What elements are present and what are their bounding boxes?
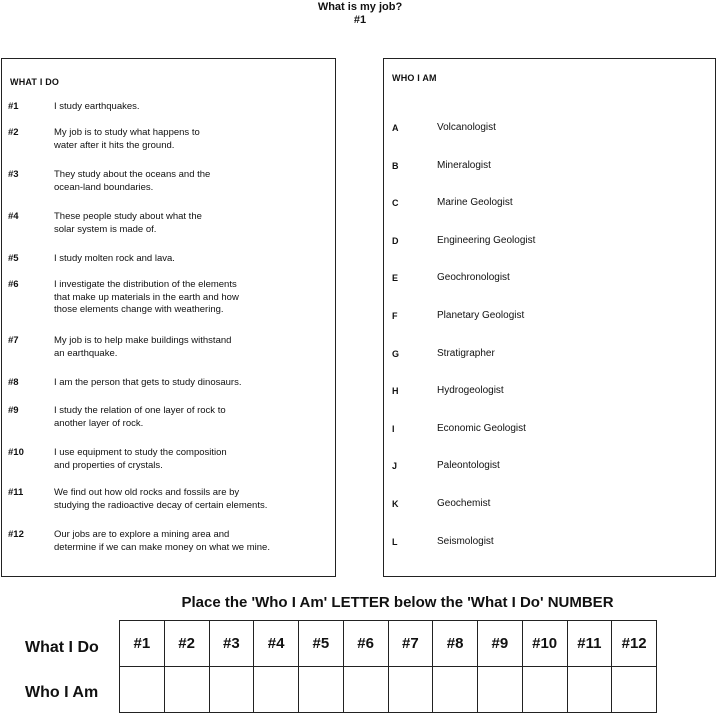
row-label-what-i-do: What I Do bbox=[25, 639, 99, 656]
what-i-do-number: #3 bbox=[8, 169, 19, 180]
who-i-am-job-name: Seismologist bbox=[437, 535, 494, 547]
who-i-am-heading: WHO I AM bbox=[392, 73, 437, 83]
who-i-am-job-name: Hydrogeologist bbox=[437, 385, 504, 397]
who-i-am-job-name: Paleontologist bbox=[437, 460, 500, 472]
what-i-do-number: #2 bbox=[8, 127, 19, 138]
grid-row-numbers bbox=[120, 621, 657, 667]
grid-answer-cell[interactable] bbox=[433, 667, 478, 713]
grid-answer-cell[interactable] bbox=[299, 667, 344, 713]
grid-number-cell: #2 bbox=[164, 621, 209, 667]
grid-number-cell: #10 bbox=[522, 621, 567, 667]
what-i-do-description: I am the person that gets to study dinosaurs. bbox=[54, 377, 242, 388]
what-i-do-number: #7 bbox=[8, 335, 19, 346]
worksheet-number: #1 bbox=[353, 14, 367, 26]
worksheet-title-text: What is my job? bbox=[317, 1, 403, 13]
who-i-am-letter: J bbox=[392, 461, 398, 472]
grid-answer-cell[interactable] bbox=[388, 667, 433, 713]
who-i-am-letter: A bbox=[392, 123, 399, 133]
who-i-am-job-name: Economic Geologist bbox=[437, 422, 526, 434]
grid-answer-cell[interactable] bbox=[612, 667, 657, 713]
what-i-do-number: #9 bbox=[8, 405, 19, 416]
what-i-do-description: My job is to help make buildings withstand an earthquake. bbox=[54, 335, 232, 359]
row-label-who-i-am: Who I Am bbox=[25, 684, 99, 701]
who-i-am-job-name: Planetary Geologist bbox=[437, 310, 525, 321]
what-i-do-number: #11 bbox=[8, 487, 24, 498]
grid-number-cell: #8 bbox=[433, 621, 478, 667]
grid-row-answers bbox=[120, 667, 657, 713]
grid-number-cell: #4 bbox=[254, 621, 299, 667]
who-i-am-job-name: Engineering Geologist bbox=[437, 234, 536, 246]
who-i-am-job-name: Geochronologist bbox=[437, 272, 510, 284]
what-i-do-description: I study the relation of one layer of rock to another layer of rock. bbox=[54, 405, 226, 429]
grid-answer-cell[interactable] bbox=[120, 667, 165, 713]
who-i-am-letter: L bbox=[392, 536, 398, 547]
what-i-do-description: I use equipment to study the composition and properties of crystals. bbox=[54, 447, 227, 471]
grid-answer-cell[interactable] bbox=[254, 667, 299, 713]
what-i-do-number: #4 bbox=[8, 211, 19, 222]
what-i-do-description: I investigate the distribution of the elements that make up materials in the earth and how those elements change with weathering. bbox=[54, 279, 239, 315]
grid-number-cell: #12 bbox=[612, 621, 657, 667]
who-i-am-letter: G bbox=[392, 348, 400, 359]
answer-instruction: Place the 'Who I Am' LETTER below the 'What I Do' NUMBER bbox=[181, 594, 614, 611]
what-i-do-description: Our jobs are to explore a mining area and determine if we can make money on what we mine. bbox=[54, 529, 270, 553]
who-i-am-job-name: Volcanologist bbox=[437, 122, 496, 133]
who-i-am-letter: F bbox=[392, 311, 398, 321]
what-i-do-number: #10 bbox=[8, 447, 24, 458]
what-i-do-description: My job is to study what happens to water after it hits the ground. bbox=[54, 127, 200, 151]
who-i-am-letter: I bbox=[392, 423, 395, 434]
what-i-do-description: These people study about what the solar system is made of. bbox=[54, 211, 202, 235]
who-i-am-letter: B bbox=[392, 160, 399, 171]
what-i-do-description: We find out how old rocks and fossils are by studying the radioactive decay of certain elements. bbox=[54, 487, 268, 511]
what-i-do-number: #6 bbox=[8, 279, 19, 290]
worksheet-title bbox=[0, 1, 720, 27]
what-i-do-number: #5 bbox=[8, 253, 19, 264]
grid-number-cell: #7 bbox=[388, 621, 433, 667]
grid-number-cell: #1 bbox=[120, 621, 165, 667]
who-i-am-letter: C bbox=[392, 198, 399, 209]
what-i-do-description: They study about the oceans and the ocean-land boundaries. bbox=[54, 169, 211, 193]
grid-answer-cell[interactable] bbox=[478, 667, 523, 713]
grid-number-cell: #6 bbox=[343, 621, 388, 667]
who-i-am-job-name: Geochemist bbox=[437, 498, 491, 509]
who-i-am-letter: K bbox=[392, 499, 399, 509]
grid-number-cell: #3 bbox=[209, 621, 254, 667]
what-i-do-number: #12 bbox=[8, 529, 24, 540]
what-i-do-description: I study earthquakes. bbox=[54, 101, 140, 112]
grid-number-cell: #11 bbox=[567, 621, 612, 667]
who-i-am-job-name: Stratigrapher bbox=[437, 347, 495, 359]
grid-answer-cell[interactable] bbox=[164, 667, 209, 713]
who-i-am-panel bbox=[383, 58, 716, 577]
what-i-do-description: I study molten rock and lava. bbox=[54, 253, 175, 264]
grid-number-cell: #9 bbox=[478, 621, 523, 667]
who-i-am-job-name: Mineralogist bbox=[437, 159, 491, 171]
grid-answer-cell[interactable] bbox=[343, 667, 388, 713]
what-i-do-number: #8 bbox=[8, 377, 19, 388]
who-i-am-letter: E bbox=[392, 273, 399, 284]
what-i-do-number: #1 bbox=[8, 101, 19, 112]
who-i-am-letter: H bbox=[392, 386, 399, 397]
grid-answer-cell[interactable] bbox=[567, 667, 612, 713]
who-i-am-job-name: Marine Geologist bbox=[437, 197, 513, 209]
what-i-do-heading: WHAT I DO bbox=[10, 77, 60, 87]
answer-grid bbox=[119, 620, 657, 713]
grid-answer-cell[interactable] bbox=[522, 667, 567, 713]
who-i-am-letter: D bbox=[392, 235, 399, 246]
grid-answer-cell[interactable] bbox=[209, 667, 254, 713]
grid-number-cell: #5 bbox=[299, 621, 344, 667]
what-i-do-panel bbox=[1, 58, 336, 577]
